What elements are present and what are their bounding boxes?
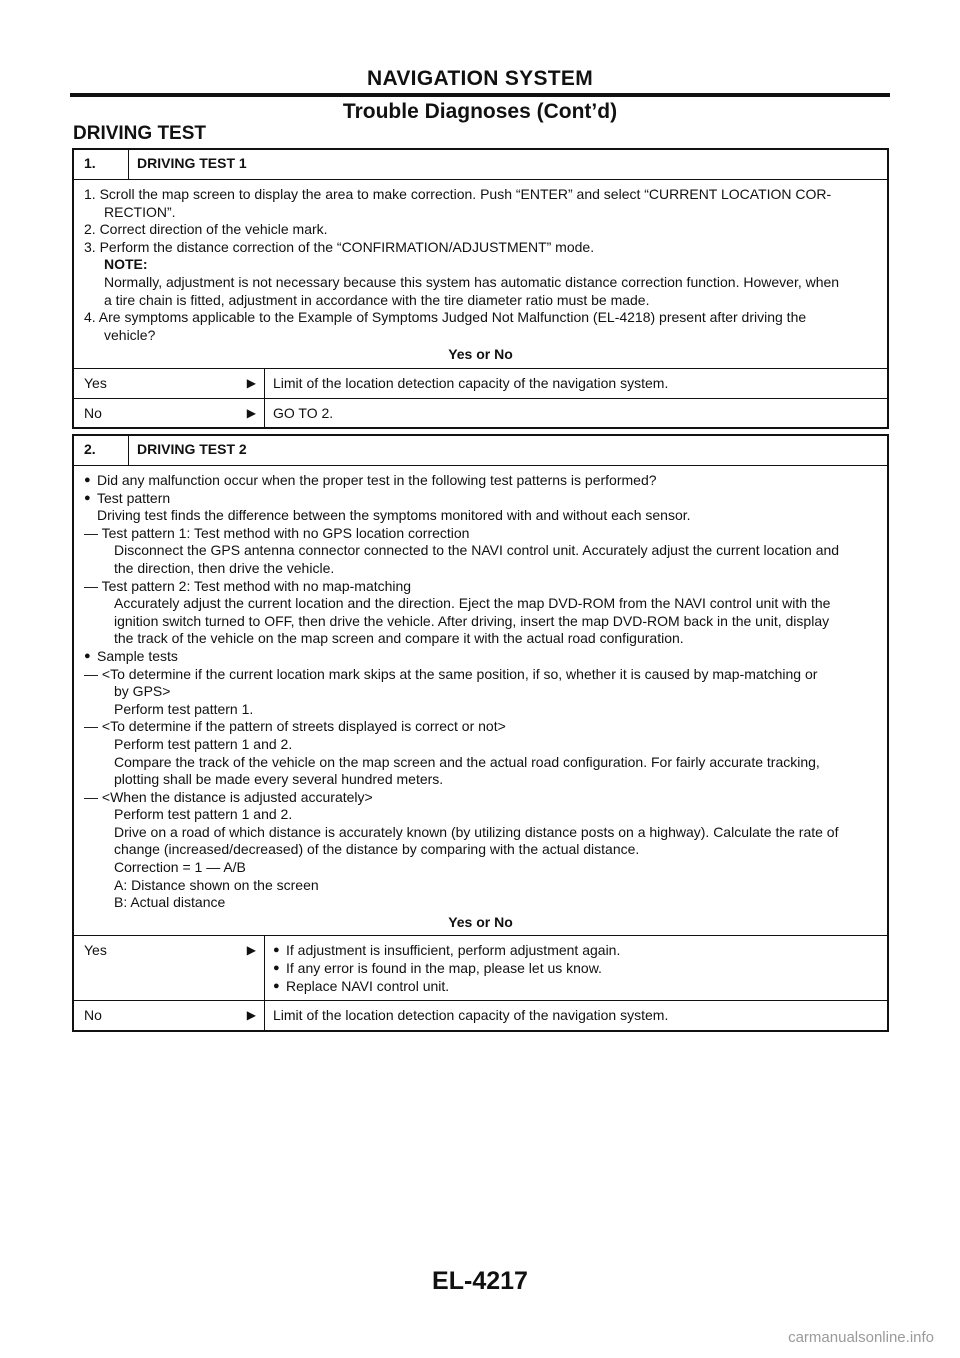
test-1-title: DRIVING TEST 1 xyxy=(137,155,247,171)
system-title: NAVIGATION SYSTEM xyxy=(367,67,593,90)
test-2-number: 2. xyxy=(74,436,129,465)
test-2-line: — <To determine if the pattern of streets displayed is correct or not> xyxy=(84,718,506,735)
test-2-line: Sample tests xyxy=(97,647,178,664)
yes-label: Yes xyxy=(84,942,107,959)
formula: Correction = 1 — A/B xyxy=(114,859,246,876)
test-2-line: Test pattern xyxy=(97,489,171,506)
bullet-icon: ● xyxy=(273,962,280,975)
test-2-no-result: Limit of the location detection capacity of the navigation system. xyxy=(264,1001,887,1030)
test-1-line: 2. Correct direction of the vehicle mark. xyxy=(84,221,328,238)
test-2-line: Disconnect the GPS antenna connector connected to the NAVI control unit. Accurately adjust the current location and xyxy=(114,542,840,559)
bullet-icon: ● xyxy=(273,944,280,957)
test-1-number: 1. xyxy=(74,150,129,179)
yes-label: Yes xyxy=(84,374,107,391)
test-2-line: — <When the distance is adjusted accurately> xyxy=(84,788,373,805)
test-2-body xyxy=(74,466,887,936)
test-1-line: vehicle? xyxy=(104,326,156,343)
note-label: NOTE: xyxy=(104,256,148,273)
test-2-line: by GPS> xyxy=(114,683,171,700)
test-1-yes-row xyxy=(74,369,887,399)
test-2-line: B: Actual distance xyxy=(114,894,226,911)
test-2-line: change (increased/decreased) of the distance by comparing with the actual distance. xyxy=(114,841,640,858)
test-2-line: Drive on a road of which distance is accurately known (by utilizing distance posts on a highway). Calculate the rate of xyxy=(114,823,839,840)
page-subtitle: Trouble Diagnoses (Cont’d) xyxy=(342,100,618,123)
test-1-question: Yes or No xyxy=(448,346,513,363)
test-2-line: Accurately adjust the current location and the direction. Eject the map DVD-ROM from the NAVI control unit with the xyxy=(114,595,831,612)
page-header xyxy=(70,66,890,123)
test-1-yes-result: Limit of the location detection capacity of the navigation system. xyxy=(264,369,887,398)
test-2-line: — Test pattern 1: Test method with no GPS location correction xyxy=(84,524,470,541)
test-2-yes-results xyxy=(264,936,887,1000)
test-2-line: Did any malfunction occur when the proper test in the following test patterns is performed? xyxy=(97,472,657,488)
bullet-icon: ● xyxy=(84,649,91,662)
test-1-line: Normally, adjustment is not necessary because this system has automatic distance correction function. However, when xyxy=(104,273,840,290)
test-2-line: Perform test pattern 1 and 2. xyxy=(114,806,293,823)
test-2-line: the track of the vehicle on the map screen and compare it with the actual road configuration. xyxy=(114,630,684,647)
no-label: No xyxy=(84,1007,102,1024)
bullet-icon: ● xyxy=(84,491,91,504)
driving-test-1-box xyxy=(72,148,889,429)
test-2-question: Yes or No xyxy=(448,913,513,930)
test-2-line: A: Distance shown on the screen xyxy=(114,876,319,893)
test-2-line: ignition switch turned to OFF, then drive the vehicle. After driving, insert the map DVD-ROM back in the unit, display xyxy=(114,612,830,629)
bullet-icon: ● xyxy=(273,979,280,992)
test-1-line: RECTION”. xyxy=(104,203,176,220)
test-1-line: 3. Perform the distance correction of the “CONFIRMATION/ADJUSTMENT” mode. xyxy=(84,238,595,255)
arrow-right-icon: ▶ xyxy=(246,405,256,420)
arrow-right-icon: ▶ xyxy=(246,943,256,958)
bullet-icon: ● xyxy=(84,474,91,486)
result-item: If any error is found in the map, please let us know. xyxy=(286,960,602,977)
driving-test-2-box xyxy=(72,434,889,1032)
test-2-line: Perform test pattern 1. xyxy=(114,700,254,717)
header-rule xyxy=(70,93,890,97)
test-1-line: 4. Are symptoms applicable to the Example of Symptoms Judged Not Malfunction (EL-4218) present after driving the xyxy=(84,309,807,326)
section-title: DRIVING TEST xyxy=(73,123,207,144)
test-2-line: the direction, then drive the vehicle. xyxy=(114,559,335,576)
test-2-yes-row xyxy=(74,936,887,1001)
test-2-line: plotting shall be made every several hundred meters. xyxy=(114,771,444,788)
page-number: EL-4217 xyxy=(432,1267,528,1295)
test-2-no-row xyxy=(74,1001,887,1030)
watermark: carmanualsonline.info xyxy=(788,1329,934,1346)
test-2-header xyxy=(74,436,887,466)
arrow-right-icon: ▶ xyxy=(246,1008,256,1023)
test-1-line: a tire chain is fitted, adjustment in accordance with the tire diameter ratio must be made. xyxy=(104,291,650,308)
result-item: Replace NAVI control unit. xyxy=(286,977,450,994)
test-1-body xyxy=(74,180,887,369)
test-1-line: 1. Scroll the map screen to display the area to make correction. Push “ENTER” and select “CURRENT LOCATION COR- xyxy=(84,186,832,202)
test-2-line: — Test pattern 2: Test method with no map-matching xyxy=(84,577,412,594)
no-label: No xyxy=(84,404,102,421)
test-2-title: DRIVING TEST 2 xyxy=(137,441,247,457)
result-item: If adjustment is insufficient, perform adjustment again. xyxy=(286,942,621,959)
test-1-no-result: GO TO 2. xyxy=(264,399,887,428)
test-2-line: — <To determine if the current location mark skips at the same position, if so, whether it is caused by map-matching or xyxy=(84,665,818,682)
test-2-line: Driving test finds the difference between the symptoms monitored with and without each sensor. xyxy=(97,507,691,524)
test-1-no-row xyxy=(74,399,887,428)
test-2-line: Compare the track of the vehicle on the map screen and the actual road configuration. For fairly accurate tracking, xyxy=(114,753,820,770)
arrow-right-icon: ▶ xyxy=(246,375,256,390)
test-1-header xyxy=(74,150,887,180)
test-2-line: Perform test pattern 1 and 2. xyxy=(114,735,293,752)
